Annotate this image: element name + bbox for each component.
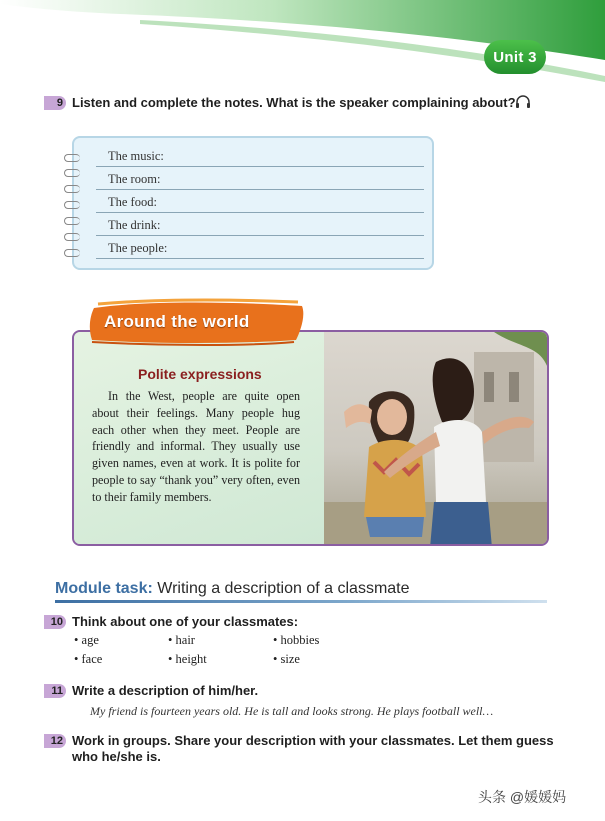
exercise-instruction: Think about one of your classmates: <box>72 614 299 629</box>
note-label: The room: <box>108 172 161 186</box>
bullet-item: • age <box>74 633 99 647</box>
module-task-heading <box>55 580 410 598</box>
spiral-ring <box>64 169 80 177</box>
note-field-food[interactable] <box>108 191 424 213</box>
note-label: The people: <box>108 241 168 255</box>
module-task-rule <box>55 600 547 603</box>
module-task-label: Module task: <box>55 580 153 597</box>
bullet-item: • height <box>168 652 207 666</box>
watermark: 头条 @媛媛妈 <box>478 789 567 805</box>
spiral-ring <box>64 249 80 257</box>
exercise-number: 9 <box>44 96 66 110</box>
exercise-instruction: Listen and complete the notes. What is the speaker complaining about? <box>72 95 516 110</box>
note-field-people[interactable] <box>108 237 424 259</box>
around-world-title: Around the world <box>104 312 250 331</box>
note-label: The music: <box>108 149 164 163</box>
bullet-item: • hobbies <box>273 633 320 647</box>
photo-two-girls-hugging <box>324 332 549 546</box>
spiral-ring <box>64 185 80 193</box>
spiral-ring <box>64 201 80 209</box>
spiral-ring <box>64 154 80 162</box>
note-field-drink[interactable] <box>108 214 424 236</box>
example-text: My friend is fourteen years old. He is tall and looks strong. He plays football well… <box>90 704 494 718</box>
unit-badge: Unit 3 <box>484 40 546 74</box>
bullet-item: • hair <box>168 633 195 647</box>
exercise-number: 11 <box>44 684 66 698</box>
section-body: In the West, people are quite open about their feelings. Many people hug each other when they meet. People are friendly and informal. They usually use given names, even at work. It is polite for people to say “thank you” very often, even to their family members. <box>92 389 300 504</box>
spiral-ring <box>64 233 80 241</box>
spiral-ring <box>64 217 80 225</box>
section-heading: Polite expressions <box>138 366 262 382</box>
note-field-room[interactable] <box>108 168 424 190</box>
headphones-icon <box>515 95 531 109</box>
exercise-number: 12 <box>44 734 66 748</box>
note-field-music[interactable] <box>108 145 424 167</box>
bullet-item: • face <box>74 652 103 666</box>
exercise-instruction: who he/she is. <box>72 749 161 764</box>
exercise-instruction: Work in groups. Share your description with your classmates. Let them guess <box>72 733 554 748</box>
note-label: The drink: <box>108 218 161 232</box>
module-task-title: Writing a description of a classmate <box>157 580 410 597</box>
note-label: The food: <box>108 195 157 209</box>
exercise-instruction: Write a description of him/her. <box>72 683 259 698</box>
bullet-item: • size <box>273 652 300 666</box>
exercise-number: 10 <box>44 615 66 629</box>
